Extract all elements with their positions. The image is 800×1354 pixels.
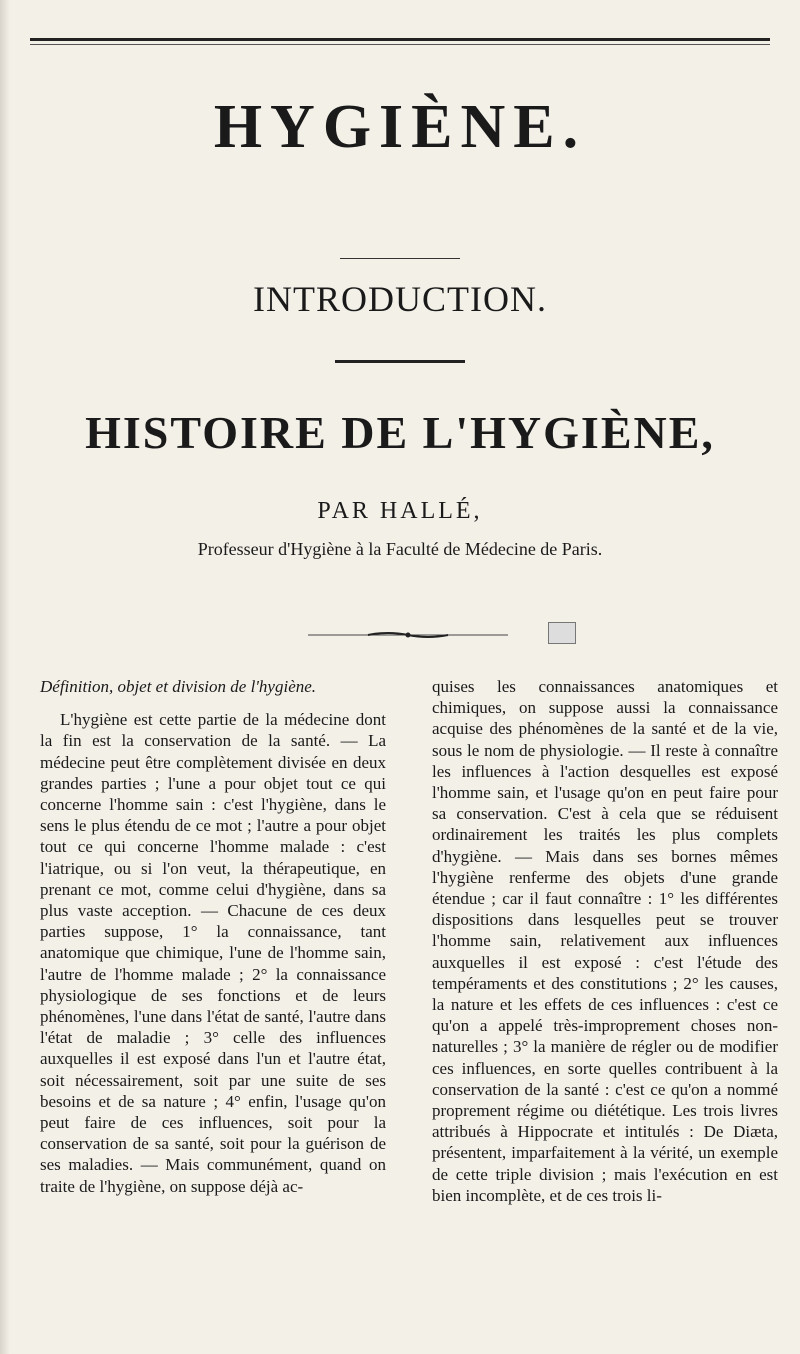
author-line: PAR HALLÉ, [317, 498, 483, 524]
right-column-text: quises les connaissances anatomiques et chimiques, on suppose aussi la connaissance acquise des phénomènes de la santé et de la vie, sous le nom de physiologie. — Il reste à connaître les influences à l'action desquelles est exposé l'homme sain, et l'usage qu'on en peut faire pour sa conservation. C'est à cela que se réduisent ordinairement les traités les plus complets d'hygiène. — Mais dans ses bornes mêmes l'hygiène renferme des objets d'une grande étendue ; car il faut connaître : 1° les différentes dispositions dans lesquelles peut se trouver l'homme sain, relativement aux influences auxquelles il est exposé : c'est l'étude des tempéraments et des constitutions ; 2° les causes, la nature et les effets de ces influences : c'est ce qu'on a appelé très-improprement choses non-naturelles ; 3° la manière de régler ou de modifier ces influences, en sorte quelles contribuent à la conservation de la santé : c'est ce qu'on a nommé proprement régime ou diététique. Les trois livres attribués à Hippocrate et intitulés : De Diæta, présentent, imparfaitement à la vérité, un exemple de cette triple division ; mais l'exécution en est bien incomplète, et de ces trois li- [432, 677, 778, 1205]
top-double-rule [30, 38, 770, 41]
title-divider [340, 258, 460, 259]
top-thin-rule [30, 44, 770, 45]
left-column-text: L'hygiène est cette partie de la médecine dont la fin est la conservation de la santé. — La médecine peut être complètement divisée en deux grandes parties ; l'une a pour objet tout ce qui concerne l'homme sain : c'est l'hygiène, dans le sens le plus étendu de ce mot ; l'autre a pour objet tout ce qui concerne l'homme malade : c'est l'iatrique, ou si l'on veut, la thérapeutique, en prenant ce mot, comme celui d'hygiène, dans sa plus vaste acception. — Chacune de ces deux parties suppose, 1° la connaissance, tant anatomique que chimique, l'une de l'homme sain, l'autre de l'homme malade ; 2° la connaissance physiologique de ses fonctions et de leurs phénomènes, l'une dans l'état de santé, l'autre dans l'état de maladie ; 3° celle des influences auxquelles il est exposé dans l'un et l'autre état, soit nécessairement, soit par une suite de ses besoins et de sa nature ; 4° enfin, l'usage qu'on peut faire de ces influences, soit pour la conservation de sa santé, soit pour la guérison de ses maladies. — Mais communément, quand on traite de l'hygiène, on suppose déjà ac- [40, 710, 386, 1196]
section-heading: INTRODUCTION. [253, 279, 547, 319]
ornament-rule [308, 631, 508, 639]
author-affiliation: Professeur d'Hygiène à la Faculté de Médecine de Paris. [197, 539, 603, 559]
library-stamp-icon [548, 622, 576, 644]
left-column [40, 676, 386, 1197]
page-title: HYGIÈNE. [213, 93, 587, 161]
page-edge-shadow [0, 0, 10, 1354]
right-column [432, 676, 778, 1206]
definition-heading: Définition, objet et division de l'hygiène. [40, 677, 317, 696]
article-title: HISTOIRE DE L'HYGIÈNE, [85, 407, 715, 458]
section-divider [335, 360, 465, 363]
